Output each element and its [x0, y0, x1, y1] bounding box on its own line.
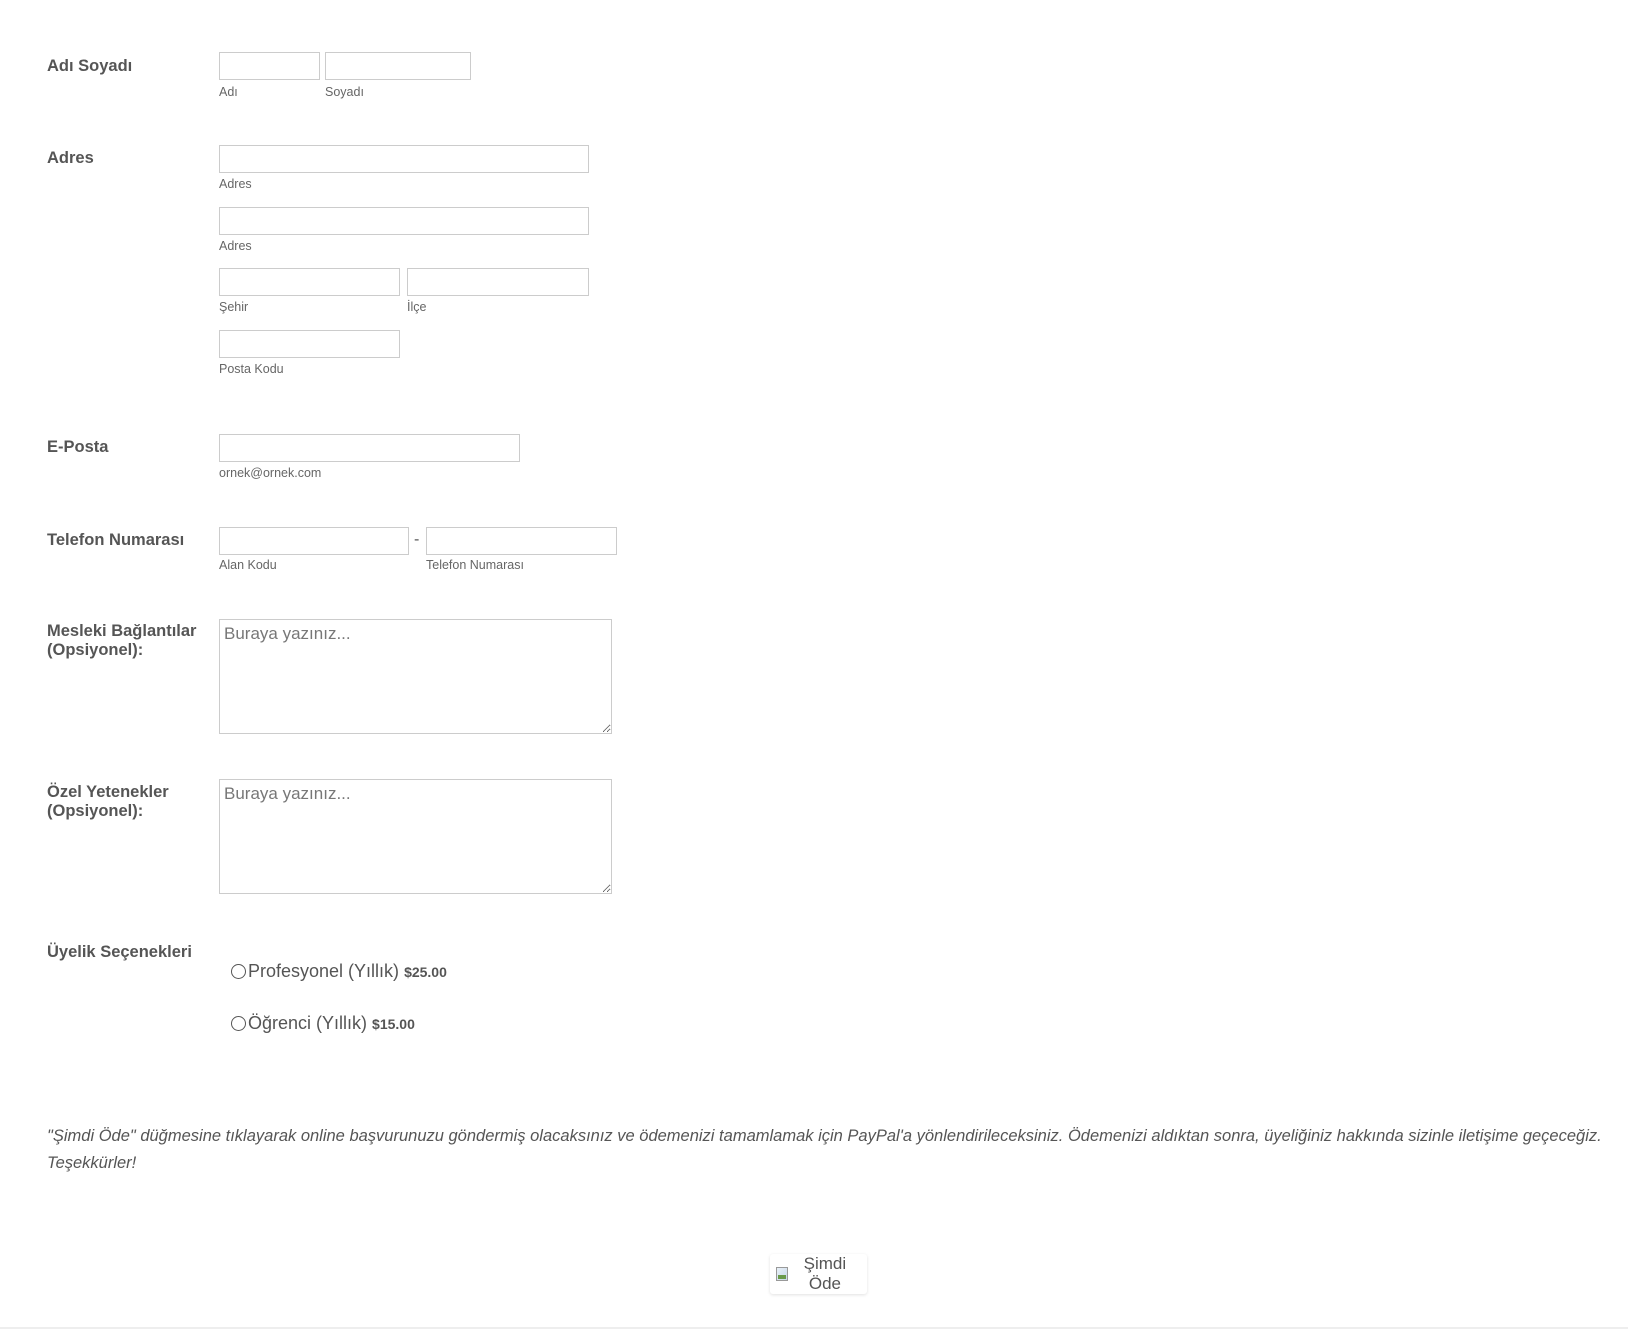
special-skills-label-line2: (Opsiyonel): — [47, 802, 144, 820]
name-label: Adı Soyadı — [47, 57, 133, 75]
pay-now-label: Şimdi Öde — [803, 1254, 847, 1293]
student-radio[interactable] — [231, 1016, 246, 1031]
address-label: Adres — [47, 149, 94, 167]
special-skills-label-line1: Özel Yetenekler — [47, 783, 169, 801]
student-option-label[interactable]: Öğrenci (Yıllık) — [248, 1013, 368, 1033]
professional-price: $25.00 — [404, 963, 447, 980]
area-code-input[interactable] — [219, 527, 409, 555]
last-name-sublabel: Soyadı — [325, 85, 364, 99]
district-sublabel: İlçe — [407, 300, 427, 314]
professional-option-label[interactable]: Profesyonel (Yıllık) — [248, 961, 400, 981]
membership-label: Üyelik Seçenekleri — [47, 943, 192, 961]
phone-separator: - — [414, 531, 420, 548]
last-name-input[interactable] — [325, 52, 471, 80]
address-line1-input[interactable] — [219, 145, 589, 173]
area-code-sublabel: Alan Kodu — [219, 558, 277, 572]
postal-code-input[interactable] — [219, 330, 400, 358]
professional-links-label-line2: (Opsiyonel): — [47, 641, 144, 659]
membership-option-student[interactable] — [231, 1013, 415, 1034]
postal-code-sublabel: Posta Kodu — [219, 362, 284, 376]
email-input[interactable] — [219, 434, 520, 462]
email-sublabel: ornek@ornek.com — [219, 466, 322, 480]
city-input[interactable] — [219, 268, 400, 296]
pay-now-button[interactable] — [770, 1254, 867, 1294]
district-input[interactable] — [407, 268, 589, 296]
student-price: $15.00 — [372, 1015, 415, 1032]
membership-option-professional[interactable] — [231, 961, 447, 982]
broken-image-icon — [776, 1267, 788, 1282]
email-label: E-Posta — [47, 438, 109, 456]
city-sublabel: Şehir — [219, 300, 249, 314]
first-name-input[interactable] — [219, 52, 320, 80]
phone-label: Telefon Numarası — [47, 531, 185, 549]
payment-notice: "Şimdi Öde" düğmesine tıklayarak online başvurunuzu göndermiş olacaksınız ve ödemenizi tamamlamak için PayPal'a yönlendirileceksiniz. Ödemenizi aldıktan sonra, üyeliğiniz hakkında sizinle iletişime geçeceğiz. Teşekkürler! — [47, 1127, 1602, 1172]
phone-number-input[interactable] — [426, 527, 617, 555]
first-name-sublabel: Adı — [219, 85, 238, 99]
professional-links-textarea[interactable] — [219, 619, 612, 734]
address-line1-sublabel: Adres — [219, 177, 252, 191]
professional-links-label-line1: Mesleki Bağlantılar — [47, 622, 197, 640]
special-skills-textarea[interactable] — [219, 779, 612, 894]
address-line2-sublabel: Adres — [219, 239, 252, 253]
special-skills-label — [47, 783, 169, 821]
professional-radio[interactable] — [231, 964, 246, 979]
professional-links-label — [47, 622, 196, 660]
phone-number-sublabel: Telefon Numarası — [426, 558, 524, 572]
address-line2-input[interactable] — [219, 207, 589, 235]
